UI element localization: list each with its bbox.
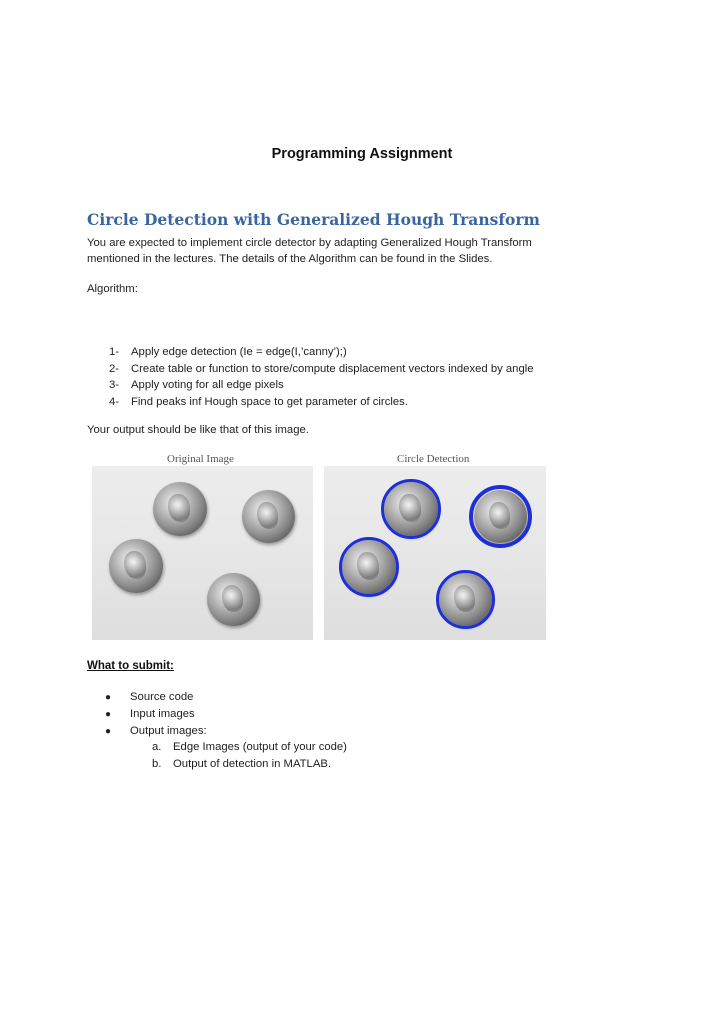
document-title: Programming Assignment xyxy=(271,146,453,162)
output-note: Your output should be like that of this image. xyxy=(87,424,309,436)
step-number: 4- xyxy=(109,395,120,408)
algorithm-step xyxy=(109,361,534,378)
output-images-sublist xyxy=(152,739,347,773)
submit-item xyxy=(105,706,207,723)
step-text: Create table or function to store/compute displacement vectors indexed by angle xyxy=(131,362,534,375)
algorithm-label: Algorithm: xyxy=(87,283,138,295)
circle-detection-panel xyxy=(324,466,546,640)
submit-item-text: Input images xyxy=(130,708,195,720)
coin xyxy=(153,482,207,536)
sublist-item xyxy=(152,756,347,773)
step-number: 1- xyxy=(109,346,120,358)
algorithm-step xyxy=(109,394,534,411)
detected-circle xyxy=(469,485,532,548)
submit-item xyxy=(105,689,207,706)
original-image-panel xyxy=(92,466,313,640)
sublist-text: Output of detection in MATLAB. xyxy=(173,758,332,770)
sublist-item xyxy=(152,739,347,756)
detected-circle xyxy=(381,479,441,539)
submit-item-text: Output images: xyxy=(130,725,207,737)
step-number: 2- xyxy=(109,362,120,375)
bullet-icon: ● xyxy=(105,692,112,703)
sublist-letter: b. xyxy=(152,758,162,770)
submit-list xyxy=(105,689,207,740)
intro-paragraph xyxy=(87,235,532,267)
intro-line-1: You are expected to implement circle detector by adapting Generalized Hough Transform xyxy=(87,237,532,249)
step-text: Apply edge detection (Ie = edge(I,’canny’);) xyxy=(131,346,347,358)
step-text: Find peaks inf Hough space to get parameter of circles. xyxy=(131,395,408,408)
algorithm-step xyxy=(109,377,534,394)
coin xyxy=(109,539,163,593)
submit-heading: What to submit: xyxy=(87,660,174,672)
detected-circle xyxy=(339,537,399,597)
algorithm-steps xyxy=(109,344,534,410)
sublist-letter: a. xyxy=(152,741,162,753)
intro-line-2: mentioned in the lectures. The details of the Algorithm can be found in the Slides. xyxy=(87,253,493,265)
step-number: 3- xyxy=(109,379,120,391)
sublist-text: Edge Images (output of your code) xyxy=(173,741,347,753)
algorithm-step xyxy=(109,344,534,361)
coin xyxy=(207,573,260,626)
original-image-caption: Original Image xyxy=(167,453,234,465)
circle-detection-caption: Circle Detection xyxy=(397,453,470,465)
step-text: Apply voting for all edge pixels xyxy=(131,379,284,391)
bullet-icon: ● xyxy=(105,726,112,737)
submit-item-text: Source code xyxy=(130,691,194,703)
section-heading: Circle Detection with Generalized Hough Transform xyxy=(87,210,540,229)
bullet-icon: ● xyxy=(105,709,112,720)
coin xyxy=(242,490,295,543)
submit-item xyxy=(105,723,207,740)
detected-circle xyxy=(436,570,495,629)
